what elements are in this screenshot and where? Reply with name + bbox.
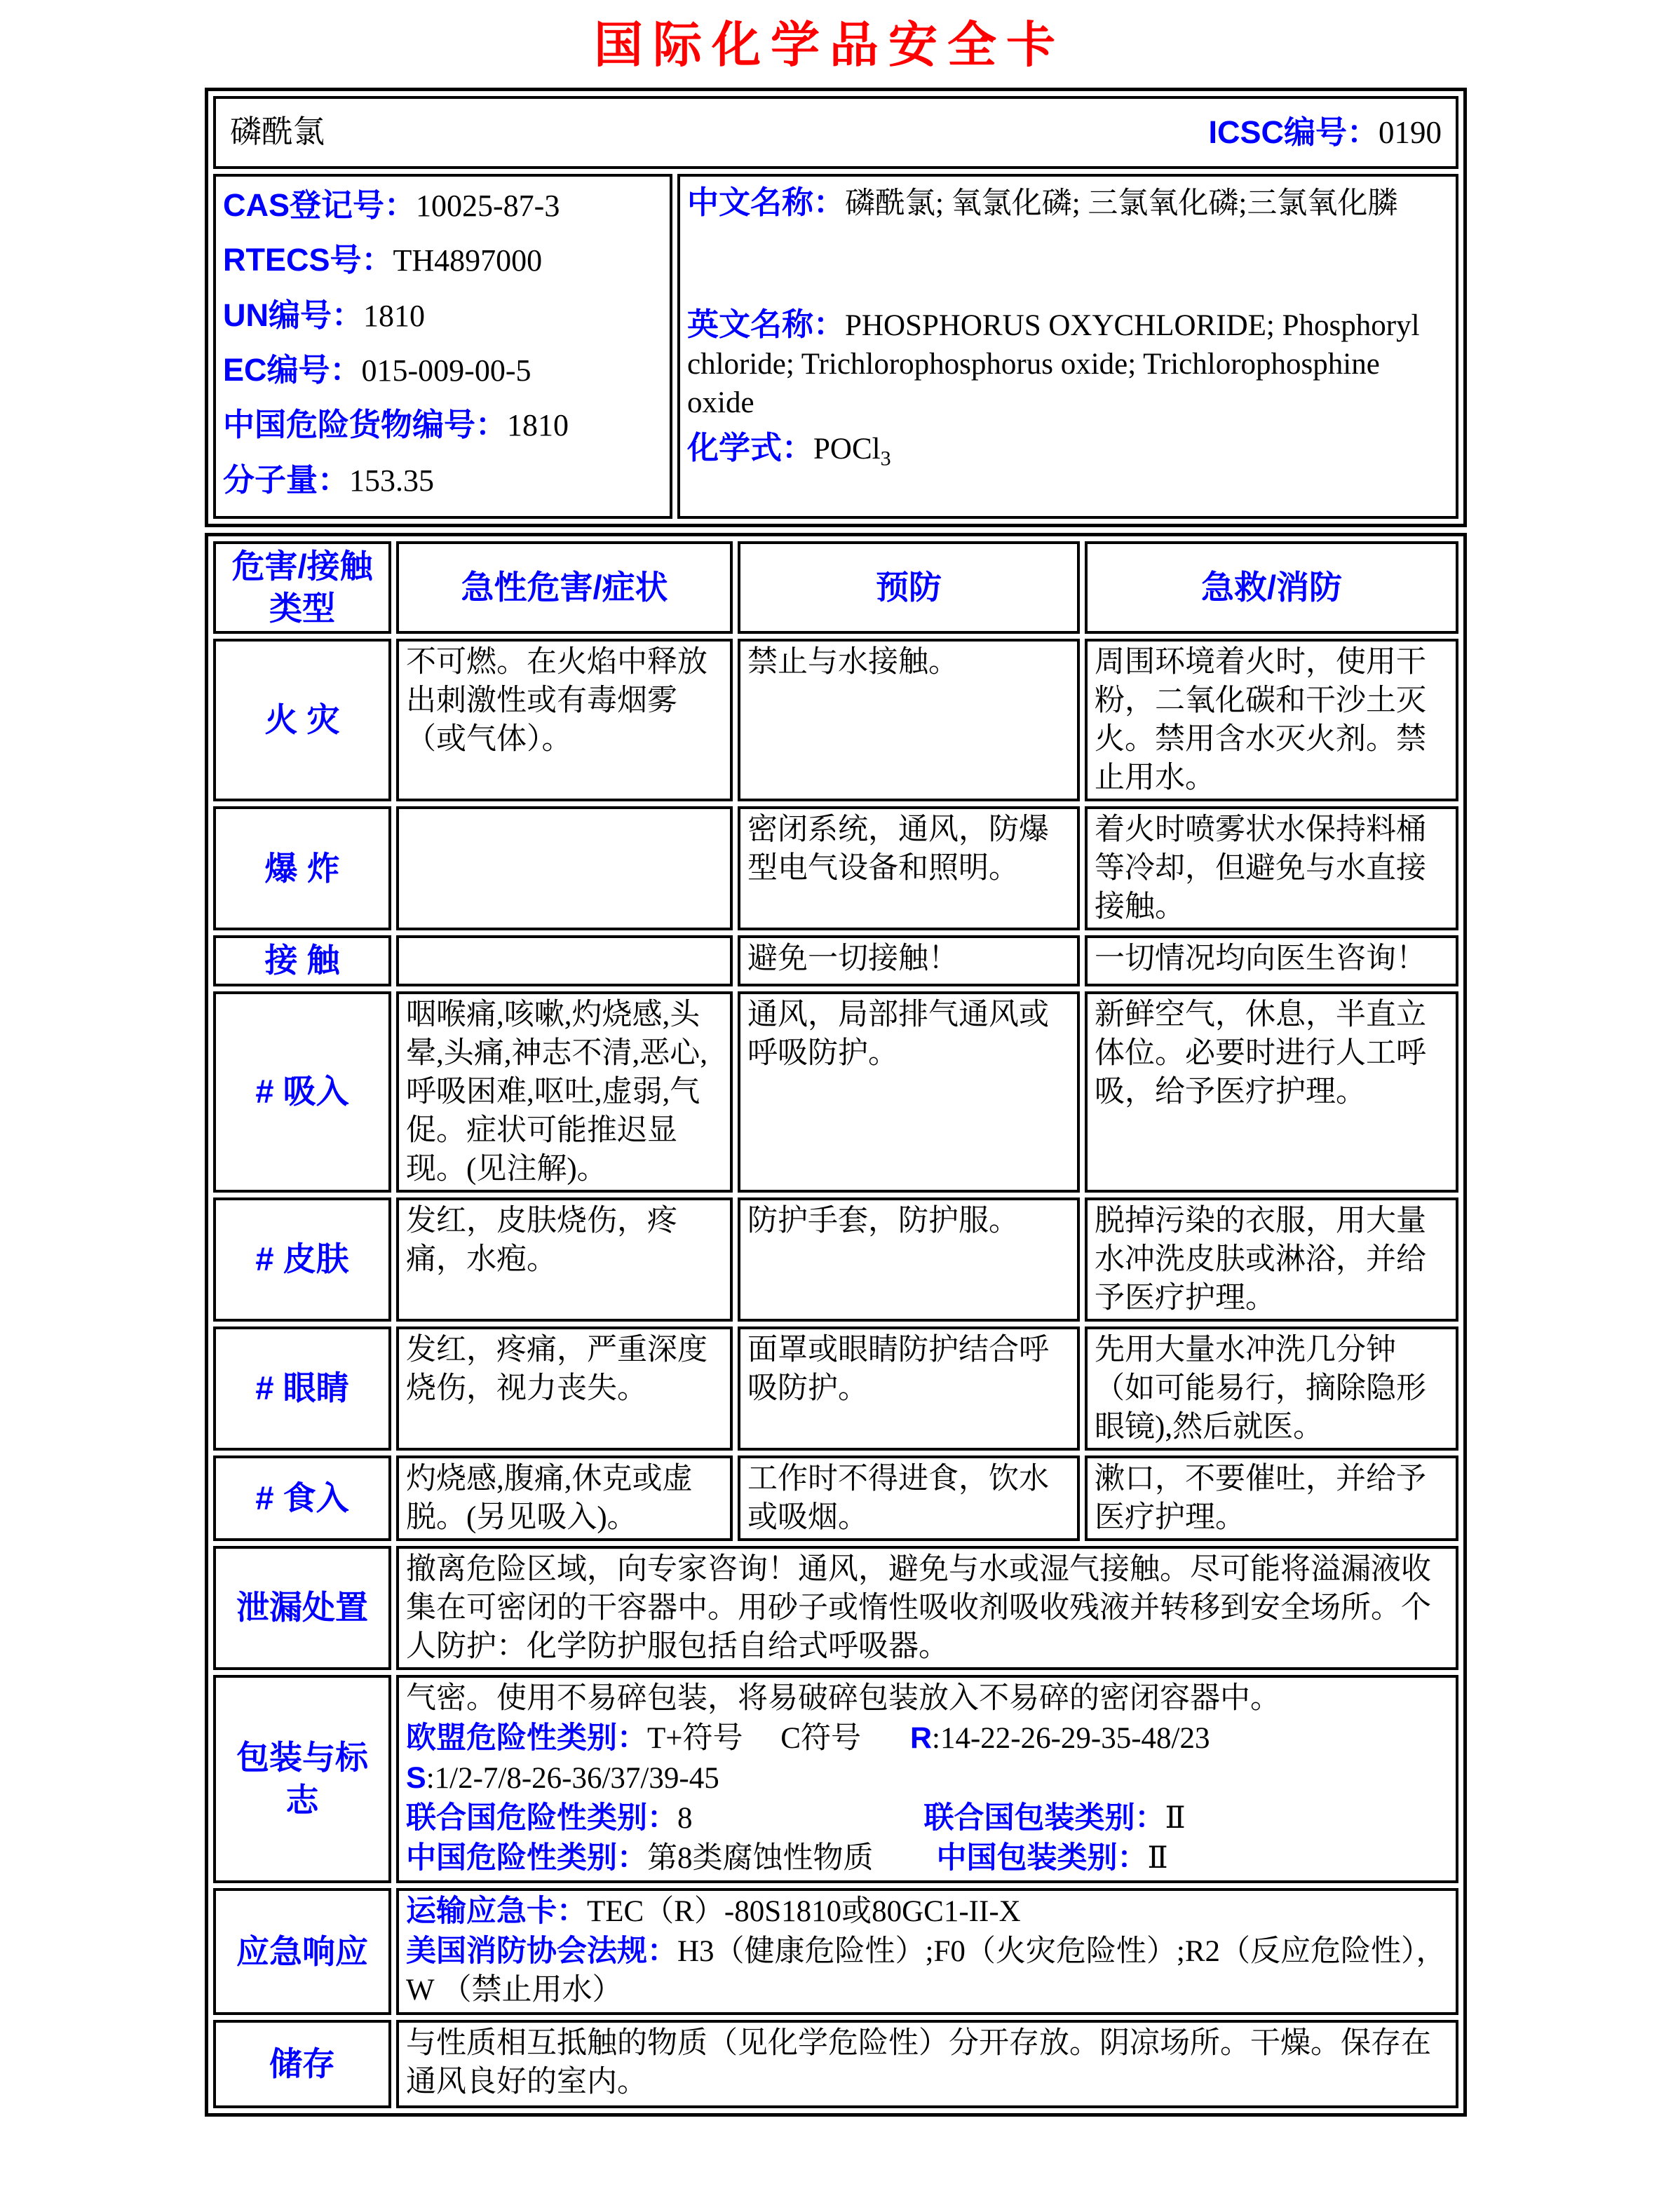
tec-label: 运输应急卡：: [406, 1894, 587, 1929]
transport-emergency-card-line: [406, 1892, 1449, 1931]
s-phrases-line: [406, 1759, 1449, 1798]
eyes-response: 先用大量水冲洗几分钟（如可能易行，摘除隐形眼镜),然后就医。: [1085, 1326, 1458, 1451]
substance-name: 磷酰氯: [230, 114, 325, 150]
un-pack-group-label: 联合国包装类别：: [923, 1801, 1165, 1836]
eu-class-value: T+符号 C符号: [647, 1722, 861, 1756]
hazard-row-inhalation: [213, 991, 1458, 1193]
fire-symptoms: 不可燃。在火焰中释放出刺激性或有毒烟雾（或气体）。: [396, 639, 733, 801]
identifiers-cell: [213, 174, 672, 519]
inhalation-prevention: 通风，局部排气通风或呼吸防护。: [738, 991, 1080, 1193]
packaging-row-label: 包装与标志: [213, 1675, 391, 1883]
english-name-label: 英文名称：: [687, 306, 846, 343]
spill-disposal-row: [213, 1546, 1458, 1670]
eyes-prevention: 面罩或眼睛防护结合呼吸防护。: [738, 1326, 1080, 1451]
china-hazard-class-value: 第8类腐蚀性物质: [647, 1842, 874, 1875]
substance-header-cell: [213, 96, 1458, 169]
formula-label: 化学式：: [687, 430, 814, 466]
explosion-row-label: 爆 炸: [213, 806, 391, 930]
storage-row-label: 储存: [213, 2020, 391, 2108]
rtecs-label: RTECS号：: [223, 242, 393, 278]
nfpa-label: 美国消防协会法规：: [406, 1934, 677, 1969]
hazard-row-contact: [213, 935, 1458, 986]
chinese-name-value: 磷酰氯; 氧氯化磷; 三氯氧化磷;三氯氧化膦: [845, 187, 1398, 220]
r-phrases-label: R: [909, 1721, 933, 1756]
molecular-weight-label: 分子量：: [223, 461, 350, 498]
china-dg-value: 1810: [507, 408, 569, 443]
china-classification-line: [406, 1839, 1449, 1878]
cas-number-line: [223, 185, 663, 226]
storage-row: [213, 2020, 1458, 2108]
spill-row-label: 泄漏处置: [213, 1546, 391, 1670]
contact-row-label: 接 触: [213, 935, 391, 986]
english-name-block: [687, 304, 1449, 422]
explosion-response: 着火时喷雾状水保持料桶等冷却，但避免与水直接接触。: [1085, 806, 1458, 930]
cas-value: 10025-87-3: [416, 189, 560, 223]
packaging-content: [396, 1675, 1458, 1883]
chinese-name-block: [687, 182, 1449, 223]
skin-response: 脱掉污染的衣服，用大量水冲洗皮肤或淋浴，并给予医疗护理。: [1085, 1197, 1458, 1322]
emergency-row-label: 应急响应: [213, 1888, 391, 2015]
english-name-value: PHOSPHORUS OXYCHLORIDE; Phosphoryl chloride; Trichlorophosphorus oxide; Trichlorophosphine oxide: [687, 309, 1420, 420]
rtecs-value: TH4897000: [393, 243, 543, 278]
ec-value: 015-009-00-5: [361, 353, 531, 388]
names-cell: [677, 174, 1458, 519]
fire-prevention: 禁止与水接触。: [738, 639, 1080, 801]
ec-label: EC编号：: [223, 351, 362, 388]
emergency-response-row: [213, 1888, 1458, 2015]
header-acute-symptoms: 急性危害/症状: [396, 541, 733, 634]
un-classification-line: [406, 1799, 1449, 1838]
s-phrases-label: S: [406, 1761, 426, 1796]
inhalation-response: 新鲜空气，休息，半直立体位。必要时进行人工呼吸，给予医疗护理。: [1085, 991, 1458, 1193]
page-title: 国际化学品安全卡: [594, 18, 1065, 72]
inhalation-row-label: # 吸入: [213, 991, 391, 1193]
hazard-table: [205, 533, 1467, 2117]
skin-prevention: 防护手套，防护服。: [738, 1197, 1080, 1322]
explosion-symptoms: [396, 806, 733, 930]
china-hazard-class-label: 中国危险性类别：: [406, 1841, 647, 1875]
eu-classification-line: [406, 1719, 1449, 1758]
contact-symptoms: [396, 935, 733, 986]
un-number-line: [223, 295, 663, 336]
eyes-symptoms: 发红，疼痛，严重深度烧伤，视力丧失。: [396, 1326, 733, 1451]
nfpa-code-line: [406, 1932, 1449, 2009]
formula-block: [687, 428, 1449, 473]
molecular-weight-line: [223, 460, 663, 501]
ec-number-line: [223, 350, 663, 391]
packaging-labelling-row: [213, 1675, 1458, 1883]
packaging-line-airtight: 气密。使用不易碎包装，将易破碎包装放入不易碎的密闭容器中。: [406, 1682, 1280, 1716]
identifiers-row: [213, 174, 1458, 519]
eu-class-label: 欧盟危险性类别：: [406, 1721, 647, 1756]
un-value: 1810: [363, 298, 425, 333]
chinese-name-label: 中文名称：: [687, 184, 846, 220]
un-hazard-class-value: 8: [677, 1802, 693, 1836]
un-label: UN编号：: [223, 297, 363, 333]
icsc-number: 0190: [1379, 114, 1442, 150]
icsc-label: ICSC编号：: [1208, 114, 1379, 150]
un-hazard-class-label: 联合国危险性类别：: [406, 1801, 677, 1836]
ingestion-prevention: 工作时不得进食，饮水或吸烟。: [738, 1456, 1080, 1541]
china-dg-number-line: [223, 405, 663, 445]
ingestion-symptoms: 灼烧感,腹痛,休克或虚脱。(另见吸入)。: [396, 1456, 733, 1541]
hazard-row-eyes: [213, 1326, 1458, 1451]
skin-row-label: # 皮肤: [213, 1197, 391, 1322]
spill-content: 撤离危险区域，向专家咨询！通风，避免与水或湿气接触。尽可能将溢漏液收集在可密闭的干容器中。用砂子或惰性吸收剂吸收残液并转移到安全场所。个人防护：化学防护服包括自给式呼吸器。: [396, 1546, 1458, 1670]
header-first-aid: 急救/消防: [1085, 541, 1458, 634]
explosion-prevention: 密闭系统，通风，防爆型电气设备和照明。: [738, 806, 1080, 930]
hazard-row-explosion: [213, 806, 1458, 930]
china-dg-label: 中国危险货物编号：: [223, 407, 508, 443]
skin-symptoms: 发红，皮肤烧伤，疼痛，水疱。: [396, 1197, 733, 1322]
formula-subscript: 3: [880, 447, 891, 470]
storage-content: 与性质相互抵触的物质（见化学危险性）分开存放。阴凉场所。干燥。保存在通风良好的室内。: [396, 2020, 1458, 2108]
ingestion-row-label: # 食入: [213, 1456, 391, 1541]
hazard-row-ingestion: [213, 1456, 1458, 1541]
header-prevention: 预防: [738, 541, 1080, 634]
fire-row-label: 火 灾: [213, 639, 391, 801]
tec-value: TEC（R）-80S1810或80GC1-II-X: [587, 1895, 1021, 1929]
inhalation-symptoms: 咽喉痛,咳嗽,灼烧感,头晕,头痛,神志不清,恶心,呼吸困难,呕吐,虚弱,气促。症状可能推迟显现。(见注解)。: [396, 991, 733, 1193]
s-phrases-value: :1/2-7/8-26-36/37/39-45: [426, 1762, 719, 1796]
nfpa-value: H3（健康危险性）;F0（火灾危险性）;R2（反应危险性），W （禁止用水）: [406, 1935, 1447, 2007]
ingestion-response: 漱口，不要催吐，并给予医疗护理。: [1085, 1456, 1458, 1541]
hazard-table-header-row: [213, 541, 1458, 634]
rtecs-number-line: [223, 240, 663, 280]
emergency-content: [396, 1888, 1458, 2015]
china-pack-group-label: 中国包装类别：: [936, 1841, 1148, 1875]
formula-base: POCl: [813, 433, 881, 466]
contact-response: 一切情况均向医生咨询！: [1085, 935, 1458, 986]
substance-header: [223, 112, 1449, 154]
contact-prevention: 避免一切接触！: [738, 935, 1080, 986]
hazard-row-fire: [213, 639, 1458, 801]
fire-response: 周围环境着火时，使用干粉，二氧化碳和干沙土灭火。禁用含水灭火剂。禁止用水。: [1085, 639, 1458, 801]
molecular-weight-value: 153.35: [349, 463, 435, 498]
header-hazard-type: 危害/接触类型: [213, 541, 391, 634]
identification-table: [205, 88, 1467, 527]
china-pack-group-value: Ⅱ: [1147, 1842, 1168, 1875]
cas-label: CAS登记号：: [223, 187, 417, 223]
icsc-number-group: [1208, 112, 1442, 154]
r-phrases-value: :14-22-26-29-35-48/23: [932, 1722, 1210, 1756]
un-pack-group-value: Ⅱ: [1165, 1802, 1186, 1836]
substance-header-row: [213, 96, 1458, 169]
hazard-row-skin: [213, 1197, 1458, 1322]
eyes-row-label: # 眼睛: [213, 1326, 391, 1451]
